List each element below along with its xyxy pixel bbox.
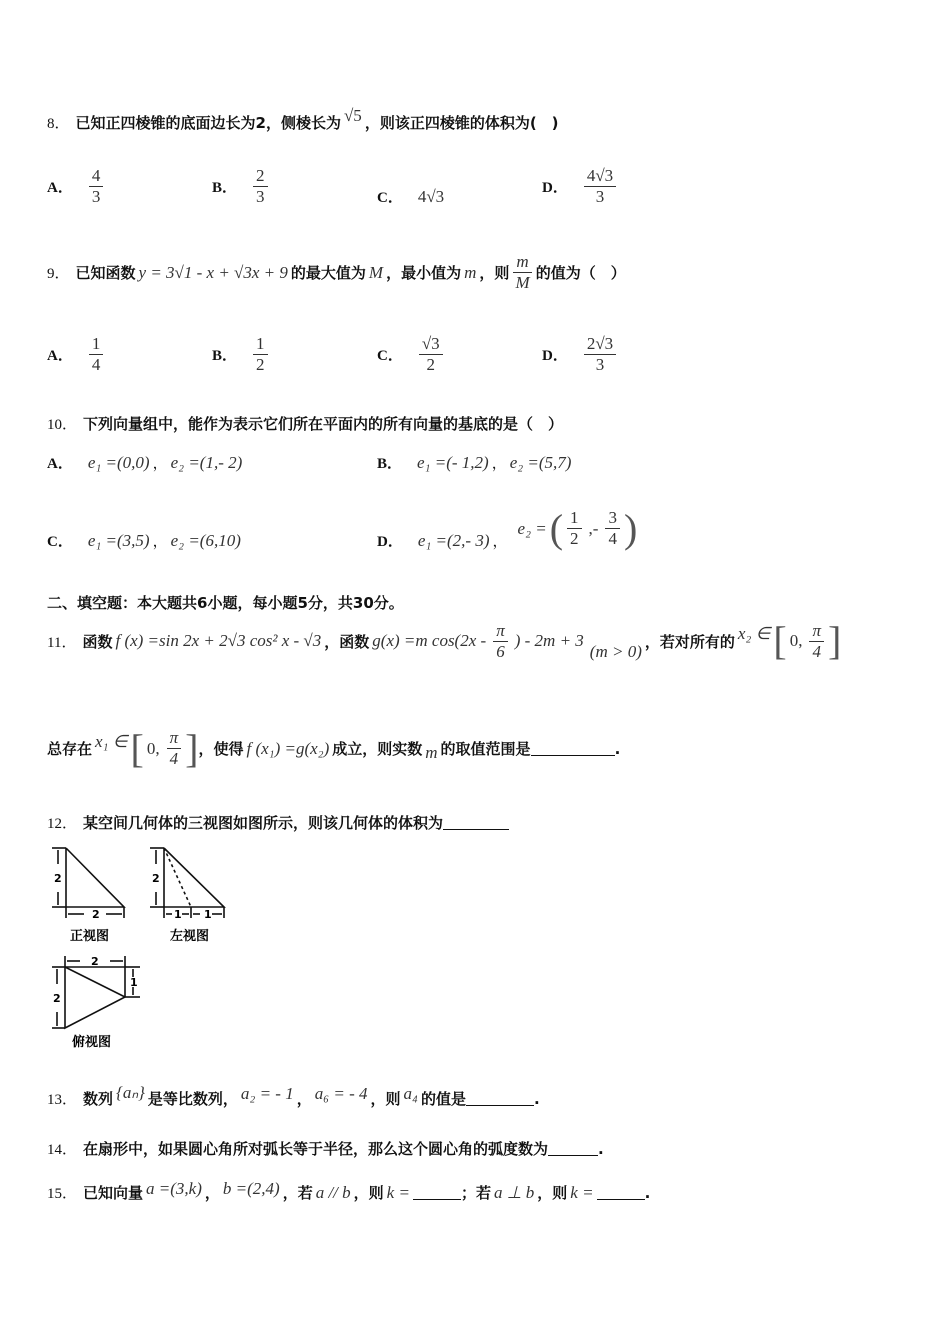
option-a[interactable] (47, 452, 245, 473)
answer-blank[interactable] (531, 741, 615, 756)
question-text: 数列 (83, 1090, 114, 1108)
question-10 (47, 413, 563, 434)
math-vector-b: b =(2,4) (222, 1178, 280, 1198)
question-number: 9． (47, 266, 70, 282)
question-text: ，则 (370, 1090, 401, 1108)
option-label: C． (47, 534, 73, 550)
question-text: ，使得 (198, 740, 244, 758)
separator: ， (492, 532, 508, 550)
math-var: m (425, 742, 438, 762)
option-b[interactable] (212, 334, 272, 375)
question-number: 12． (47, 816, 78, 832)
option-label: C． (377, 348, 403, 364)
separator: ， (152, 532, 168, 550)
top-right-label: 1 (130, 976, 138, 989)
interval-start: 0, (146, 738, 160, 758)
math-sequence: {aₙ} (116, 1082, 145, 1102)
separator: ， (204, 1184, 220, 1202)
math-sqrt5: √5 (343, 105, 362, 125)
paren: ) (623, 505, 638, 551)
vector-e2: e₂ =(6,10) (170, 530, 241, 550)
vector-e1: e₁ =(2,- 3) (417, 530, 490, 550)
question-number: 13． (47, 1092, 78, 1108)
side-view-caption: 左视图 (170, 929, 210, 944)
question-text: ，函数 (324, 632, 370, 651)
paren: ( (549, 505, 564, 551)
option-label: A． (47, 456, 73, 472)
option-label: B． (212, 180, 238, 196)
question-text: 已知正四棱锥的底面边长为2，侧棱长为 (75, 114, 341, 132)
bracket: [ (773, 618, 787, 663)
math-a6: a₆ = - 4 (314, 1083, 368, 1103)
period: . (614, 739, 621, 758)
answer-blank[interactable] (597, 1185, 645, 1200)
math-var: M (368, 262, 384, 282)
question-text: 某空间几何体的三视图如图所示，则该几何体的体积为 (83, 814, 444, 832)
question-text: 已知向量 (83, 1184, 144, 1202)
bracket: [ (130, 725, 144, 771)
fraction: $\frac{4}{3}$ (89, 166, 104, 207)
math-g: g(x) =m cos(2x - (372, 631, 487, 650)
question-text: 函数 (82, 632, 113, 651)
question-15 (47, 1178, 651, 1203)
option-a[interactable] (47, 334, 107, 375)
front-view-caption: 正视图 (70, 929, 110, 944)
top-view-shape (65, 967, 125, 1028)
option-value: 4√3 (417, 186, 445, 206)
question-11-line2 (47, 725, 621, 771)
question-text: 已知函数 (75, 264, 136, 282)
question-text: 在扇形中，如果圆心角所对弧长等于半径，那么这个圆心角的弧度数为 (83, 1140, 549, 1158)
question-text: ，最小值为 (386, 264, 462, 282)
option-label: B． (377, 456, 403, 472)
option-label: D． (377, 534, 403, 550)
question-text: 的最大值为 (290, 264, 366, 282)
question-text: 的值是 (420, 1090, 466, 1108)
question-text: 的值为（ ） (535, 264, 626, 282)
option-label: D． (542, 180, 568, 196)
option-label: C． (377, 190, 403, 206)
question-text: ，若对所有的 (644, 632, 735, 651)
fraction: $\frac{\pi}{6}$ (493, 621, 508, 662)
question-text: 总存在 (47, 740, 93, 758)
answer-blank[interactable] (466, 1091, 534, 1106)
math-perpendicular: a ⊥ b (493, 1182, 535, 1202)
question-text: ，则 (537, 1184, 568, 1202)
option-label: D． (542, 348, 568, 364)
top-view-caption: 俯视图 (72, 1035, 112, 1050)
bracket: ] (185, 725, 199, 771)
option-label: B． (212, 348, 238, 364)
question-number: 15． (47, 1186, 78, 1202)
option-d[interactable] (542, 166, 620, 207)
side-view-triangle (164, 848, 224, 907)
period: . (533, 1089, 540, 1108)
fraction: $\frac{3}{4}$ (605, 508, 620, 549)
option-c[interactable] (47, 530, 244, 551)
bracket: ] (828, 618, 842, 663)
math-expression: y = 3√1 - x + √3x + 9 (138, 262, 288, 282)
vector-e1: e₁ =(- 1,2) (417, 452, 489, 472)
question-13 (47, 1082, 540, 1109)
separator: ,- (588, 518, 599, 538)
front-height-label: 2 (54, 872, 62, 885)
side-width-label-2: 1 (204, 908, 212, 921)
question-number: 8． (47, 116, 70, 132)
question-8 (47, 105, 559, 133)
math-x1: x₁ ∈ (95, 731, 128, 751)
fraction: $\frac{√3}{2}$ (419, 334, 443, 375)
answer-blank[interactable] (413, 1185, 461, 1200)
question-text: ，则该正四棱锥的体积为( ) (364, 114, 559, 132)
question-number: 14． (47, 1142, 78, 1158)
vector-e2: e₂ = (517, 518, 547, 538)
top-height-label: 2 (53, 992, 61, 1005)
answer-blank[interactable] (443, 815, 509, 830)
option-b[interactable] (377, 452, 574, 473)
fraction: $\frac{\pi}{4}$ (809, 621, 824, 662)
top-width-label: 2 (91, 955, 99, 968)
fraction: $\frac{1}{2}$ (567, 508, 582, 549)
vector-e2: e₂ =(5,7) (509, 452, 572, 472)
front-view-triangle (66, 848, 124, 907)
question-12 (47, 812, 509, 833)
fraction: $\frac{m}{M}$ (513, 252, 531, 293)
side-height-label: 2 (152, 872, 160, 885)
question-14 (47, 1138, 604, 1159)
math-a2: a₂ = - 1 (240, 1083, 294, 1103)
question-9 (47, 252, 626, 293)
side-width-label-1: 1 (174, 908, 182, 921)
period: . (644, 1183, 651, 1202)
question-text: 的取值范围是 (440, 740, 531, 758)
separator: ， (296, 1090, 312, 1108)
math-x2: x₂ ∈ (737, 624, 771, 643)
option-d[interactable] (542, 334, 620, 375)
separator: ， (491, 454, 507, 472)
math-condition: (m > 0) (589, 642, 642, 661)
math-k: k = (570, 1182, 594, 1202)
period: . (598, 1139, 604, 1158)
math-k: k = (386, 1182, 410, 1202)
option-c[interactable] (377, 186, 447, 207)
math-vector-a: a =(3,k) (146, 1178, 202, 1198)
three-view-diagram (44, 842, 244, 1057)
question-11-line1 (47, 620, 841, 662)
fraction: $\frac{4√3}{3}$ (584, 166, 616, 207)
question-text: ，则 (479, 264, 510, 282)
question-text: ，则 (353, 1184, 384, 1202)
option-c[interactable] (377, 334, 447, 375)
option-a[interactable] (47, 166, 107, 207)
question-number: 10． (47, 417, 78, 433)
question-text: ；若 (460, 1184, 491, 1202)
section-heading: 二、填空题：本大题共6小题，每小题5分，共30分。 (47, 594, 404, 612)
fraction: $\frac{1}{4}$ (89, 334, 104, 375)
vector-e2: e₂ =(1,- 2) (170, 452, 243, 472)
math-f: f (x) =sin 2x + 2√3 cos² x - √3 (115, 631, 322, 650)
question-text: 是等比数列， (147, 1090, 238, 1108)
math-a4: a₄ (403, 1083, 418, 1103)
question-text: 成立，则实数 (332, 740, 423, 758)
separator: ， (152, 454, 168, 472)
math-parallel: a // b (315, 1182, 351, 1202)
question-text: ，若 (282, 1184, 313, 1202)
front-width-label: 2 (92, 908, 100, 921)
fraction: $\frac{\pi}{4}$ (167, 728, 182, 769)
fraction: $\frac{1}{2}$ (253, 334, 268, 375)
option-label: A． (47, 348, 73, 364)
question-text: 下列向量组中，能作为表示它们所在平面内的所有向量的基底的是（ ） (83, 415, 564, 433)
fraction: $\frac{2√3}{3}$ (584, 334, 616, 375)
fraction: $\frac{2}{3}$ (253, 166, 268, 207)
vector-e1: e₁ =(3,5) (87, 530, 150, 550)
option-d[interactable] (377, 506, 637, 551)
question-number: 11． (47, 634, 77, 651)
vector-e1: e₁ =(0,0) (87, 452, 150, 472)
answer-blank[interactable] (548, 1141, 598, 1156)
option-label: A． (47, 180, 73, 196)
option-b[interactable] (212, 166, 272, 207)
math-equation: f (x₁) =g(x₂) (246, 738, 330, 758)
interval-start: 0, (789, 631, 803, 650)
math-g: ) - 2m + 3 (514, 631, 584, 650)
math-var: m (464, 262, 477, 282)
